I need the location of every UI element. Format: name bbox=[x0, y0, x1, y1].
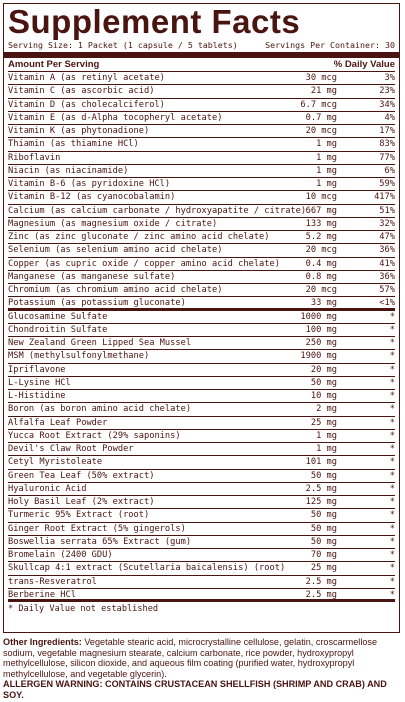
nutrient-name: New Zealand Green Lipped Sea Mussel bbox=[8, 338, 192, 348]
nutrient-dv: 47% bbox=[379, 232, 395, 242]
nutrient-amount: 10 mcg bbox=[305, 192, 337, 203]
other-ingredients-label: Other Ingredients: bbox=[3, 637, 82, 647]
nutrient-amount: 100 mg bbox=[305, 324, 337, 335]
table-row bbox=[8, 218, 395, 231]
nutrient-name: Turmeric 95% Extract (root) bbox=[8, 510, 150, 521]
nutrient-dv: * bbox=[389, 497, 395, 507]
nutrient-amount: 2.5 mg bbox=[305, 483, 337, 494]
nutrient-name: Chromium (as chromium amino acid chelate) bbox=[8, 285, 223, 295]
nutrient-amount: 250 mg bbox=[305, 338, 337, 348]
nutrient-amount: 1 mg bbox=[316, 165, 337, 176]
nutrient-dv: * bbox=[389, 311, 395, 322]
table-row bbox=[8, 337, 395, 350]
nutrient-name: Vitamin B-12 (as cyanocobalamin) bbox=[8, 192, 176, 203]
nutrient-dv: 59% bbox=[379, 179, 395, 189]
nutrient-dv: * bbox=[389, 576, 395, 587]
table-row bbox=[8, 324, 395, 337]
table-row bbox=[8, 417, 395, 430]
table-row bbox=[8, 576, 395, 589]
table-row bbox=[8, 562, 395, 575]
nutrient-dv: * bbox=[389, 536, 395, 547]
nutrient-name: Boswellia serrata 65% Extract (gum) bbox=[8, 536, 192, 547]
table-row bbox=[8, 297, 395, 310]
table-row bbox=[8, 443, 395, 456]
table-row bbox=[8, 549, 395, 562]
nutrient-name: Vitamin A (as retinyl acetate) bbox=[8, 73, 165, 83]
nutrient-dv: 41% bbox=[379, 258, 395, 269]
nutrient-amount: 25 mg bbox=[310, 563, 337, 574]
nutrient-amount: 30 mcg bbox=[305, 73, 337, 83]
nutrient-amount: 5.2 mg bbox=[305, 232, 337, 242]
table-row bbox=[8, 72, 395, 85]
nutrient-amount: 1 mg bbox=[316, 139, 337, 150]
table-row bbox=[8, 536, 395, 549]
nutrient-name: Hyaluronic Acid bbox=[8, 483, 87, 494]
nutrient-name: Manganese (as manganese sulfate) bbox=[8, 271, 176, 282]
nutrient-name: Riboflavin bbox=[8, 152, 61, 163]
nutrient-name: Ipriflavone bbox=[8, 364, 66, 375]
nutrient-dv: * bbox=[389, 391, 395, 401]
nutrient-amount: 1 mg bbox=[316, 152, 337, 163]
nutrient-name: Green Tea Leaf (50% extract) bbox=[8, 470, 155, 481]
nutrient-dv: * bbox=[389, 377, 395, 388]
table-row bbox=[8, 483, 395, 496]
nutrient-name: Alfalfa Leaf Powder bbox=[8, 417, 108, 428]
nutrient-table bbox=[8, 72, 395, 602]
nutrient-amount: 101 mg bbox=[305, 457, 337, 468]
nutrient-name: Chondroitin Sulfate bbox=[8, 324, 108, 335]
serving-line bbox=[8, 39, 395, 51]
nutrient-name: Copper (as cupric oxide / copper amino acid chelate) bbox=[8, 258, 280, 269]
table-row bbox=[8, 284, 395, 297]
nutrient-amount: 6.7 mcg bbox=[300, 99, 337, 110]
amount-header: Amount Per Serving bbox=[8, 59, 100, 70]
nutrient-amount: 50 mg bbox=[310, 523, 337, 534]
nutrient-name: Vitamin K (as phytonadione) bbox=[8, 126, 150, 136]
table-row bbox=[8, 377, 395, 390]
nutrient-dv: 57% bbox=[379, 285, 395, 295]
table-row bbox=[8, 125, 395, 138]
table-row bbox=[8, 231, 395, 244]
table-row bbox=[8, 311, 395, 324]
nutrient-amount: 33 mg bbox=[310, 298, 337, 309]
nutrient-dv: * bbox=[389, 550, 395, 560]
table-row bbox=[8, 350, 395, 363]
panel-title: Supplement Facts bbox=[8, 3, 301, 40]
nutrient-amount: 10 mg bbox=[310, 391, 337, 401]
table-row bbox=[8, 138, 395, 151]
table-row bbox=[8, 364, 395, 377]
nutrient-dv: 23% bbox=[379, 86, 395, 97]
serving-size: Serving Size: 1 Packet (1 capsule / 5 tablets) bbox=[8, 40, 238, 50]
nutrient-name: trans-Resveratrol bbox=[8, 576, 97, 587]
nutrient-dv: * bbox=[389, 430, 395, 441]
nutrient-amount: 20 mcg bbox=[305, 126, 337, 136]
table-row bbox=[8, 430, 395, 443]
nutrient-dv: * bbox=[389, 444, 395, 454]
table-row bbox=[8, 456, 395, 469]
nutrient-dv: * bbox=[389, 351, 395, 362]
nutrient-dv: 34% bbox=[379, 99, 395, 110]
nutrient-dv: * bbox=[389, 510, 395, 521]
table-row bbox=[8, 496, 395, 509]
nutrient-amount: 2.5 mg bbox=[305, 589, 337, 600]
table-row bbox=[8, 165, 395, 178]
table-row bbox=[8, 99, 395, 112]
table-row bbox=[8, 509, 395, 522]
table-row bbox=[8, 390, 395, 403]
table-row bbox=[8, 403, 395, 416]
nutrient-dv: * bbox=[389, 563, 395, 574]
table-row bbox=[8, 152, 395, 165]
table-row bbox=[8, 205, 395, 218]
nutrient-dv: 6% bbox=[384, 165, 395, 176]
nutrient-dv: 36% bbox=[379, 271, 395, 282]
nutrient-name: Selenium (as selenium amino acid chelate) bbox=[8, 245, 223, 256]
nutrient-amount: 70 mg bbox=[310, 550, 337, 560]
nutrient-dv: 17% bbox=[379, 126, 395, 136]
nutrient-amount: 1 mg bbox=[316, 444, 337, 454]
nutrient-amount: 125 mg bbox=[305, 497, 337, 507]
nutrient-name: Vitamin D (as cholecalciferol) bbox=[8, 99, 165, 110]
nutrient-amount: 2 mg bbox=[316, 404, 337, 415]
table-row bbox=[8, 85, 395, 98]
nutrient-dv: 4% bbox=[384, 112, 395, 123]
allergen-warning: ALLERGEN WARNING: CONTAINS CRUSTACEAN SHELLFISH (SHRIMP AND CRAB) AND SOY. bbox=[3, 679, 387, 700]
footnote: * Daily Value not established bbox=[8, 604, 159, 614]
nutrient-dv: 36% bbox=[379, 245, 395, 256]
nutrient-name: Thiamin (as thiamine HCl) bbox=[8, 139, 139, 150]
nutrient-amount: 0.8 mg bbox=[305, 271, 337, 282]
nutrient-dv: * bbox=[389, 338, 395, 348]
nutrient-amount: 0.7 mg bbox=[305, 112, 337, 123]
nutrient-name: Skullcap 4:1 extract (Scutellaria baicalensis) (root) bbox=[8, 563, 286, 574]
table-row bbox=[8, 589, 395, 602]
nutrient-amount: 20 mcg bbox=[305, 285, 337, 295]
nutrient-dv: <1% bbox=[379, 298, 395, 309]
nutrient-name: L-Lysine HCl bbox=[8, 377, 71, 388]
nutrient-amount: 50 mg bbox=[310, 510, 337, 521]
nutrient-name: Zinc (as zinc gluconate / zinc amino acid chelate) bbox=[8, 232, 270, 242]
supplement-facts-panel bbox=[3, 3, 400, 633]
nutrient-dv: 32% bbox=[379, 218, 395, 229]
nutrient-dv: * bbox=[389, 417, 395, 428]
nutrient-name: Calcium (as calcium carbonate / hydroxyapatite / citrate) bbox=[8, 205, 307, 216]
nutrient-name: Cetyl Myristoleate bbox=[8, 457, 103, 468]
nutrient-dv: 83% bbox=[379, 139, 395, 150]
nutrient-name: Vitamin C (as ascorbic acid) bbox=[8, 86, 155, 97]
nutrient-name: Bromelain (2400 GDU) bbox=[8, 550, 113, 560]
table-row bbox=[8, 191, 395, 204]
nutrient-dv: * bbox=[389, 483, 395, 494]
nutrient-name: Ginger Root Extract (5% gingerols) bbox=[8, 523, 186, 534]
nutrient-amount: 2.5 mg bbox=[305, 576, 337, 587]
nutrient-name: Vitamin B-6 (as pyridoxine HCl) bbox=[8, 179, 171, 189]
nutrient-dv: * bbox=[389, 589, 395, 600]
nutrient-dv: 51% bbox=[379, 205, 395, 216]
nutrient-amount: 1 mg bbox=[316, 179, 337, 189]
nutrient-dv: * bbox=[389, 324, 395, 335]
nutrient-dv: * bbox=[389, 523, 395, 534]
table-row bbox=[8, 244, 395, 257]
nutrient-amount: 50 mg bbox=[310, 470, 337, 481]
nutrient-dv: * bbox=[389, 364, 395, 375]
nutrient-amount: 25 mg bbox=[310, 417, 337, 428]
nutrient-name: Yucca Root Extract (29% saponins) bbox=[8, 430, 181, 441]
column-header bbox=[8, 58, 395, 72]
nutrient-name: MSM (methylsulfonylmethane) bbox=[8, 351, 150, 362]
nutrient-dv: * bbox=[389, 404, 395, 415]
nutrient-name: Holy Basil Leaf (2% extract) bbox=[8, 497, 155, 507]
nutrient-name: Devil's Claw Root Powder bbox=[8, 444, 134, 454]
nutrient-amount: 50 mg bbox=[310, 377, 337, 388]
nutrient-amount: 133 mg bbox=[305, 218, 337, 229]
nutrient-name: Potassium (as potassium gluconate) bbox=[8, 298, 186, 309]
nutrient-name: Vitamin E (as d-Alpha tocopheryl acetate) bbox=[8, 112, 223, 123]
nutrient-name: Berberine HCl bbox=[8, 589, 76, 600]
table-row bbox=[8, 258, 395, 271]
nutrient-dv: * bbox=[389, 457, 395, 468]
nutrient-amount: 20 mcg bbox=[305, 245, 337, 256]
nutrient-name: Magnesium (as magnesium oxide / citrate) bbox=[8, 218, 218, 229]
nutrient-name: Glucosamine Sulfate bbox=[8, 311, 108, 322]
nutrient-amount: 667 mg bbox=[305, 205, 337, 216]
nutrient-dv: 77% bbox=[379, 152, 395, 163]
nutrient-dv: 417% bbox=[374, 192, 395, 203]
nutrient-amount: 1 mg bbox=[316, 430, 337, 441]
nutrient-amount: 20 mg bbox=[310, 364, 337, 375]
servings-per-container: Servings Per Container: 30 bbox=[265, 40, 395, 50]
table-row bbox=[8, 112, 395, 125]
nutrient-dv: 3% bbox=[384, 73, 395, 83]
table-row bbox=[8, 470, 395, 483]
nutrient-dv: * bbox=[389, 470, 395, 481]
nutrient-name: Boron (as boron amino acid chelate) bbox=[8, 404, 192, 415]
nutrient-amount: 1000 mg bbox=[300, 311, 337, 322]
nutrient-name: L-Histidine bbox=[8, 391, 66, 401]
nutrient-amount: 0.4 mg bbox=[305, 258, 337, 269]
nutrient-amount: 21 mg bbox=[310, 86, 337, 97]
table-row bbox=[8, 271, 395, 284]
nutrient-name: Niacin (as niacinamide) bbox=[8, 165, 129, 176]
other-ingredients-text: Vegetable stearic acid, microcrystalline cellulose, gelatin, croscarmellose sodium, vegetable magnesium stearate, calcium carbonate, rice powder, hydroxypropyl methylcellulose, silicon dioxide, and aqueous film coating (purified water, hydroxypropyl methylcellulose, and vegetable glycerin). bbox=[3, 637, 378, 679]
other-ingredients-block bbox=[3, 637, 402, 701]
dv-header: % Daily Value bbox=[333, 59, 395, 70]
nutrient-amount: 1900 mg bbox=[300, 351, 337, 362]
table-row bbox=[8, 178, 395, 191]
nutrient-amount: 50 mg bbox=[310, 536, 337, 547]
table-row bbox=[8, 523, 395, 536]
